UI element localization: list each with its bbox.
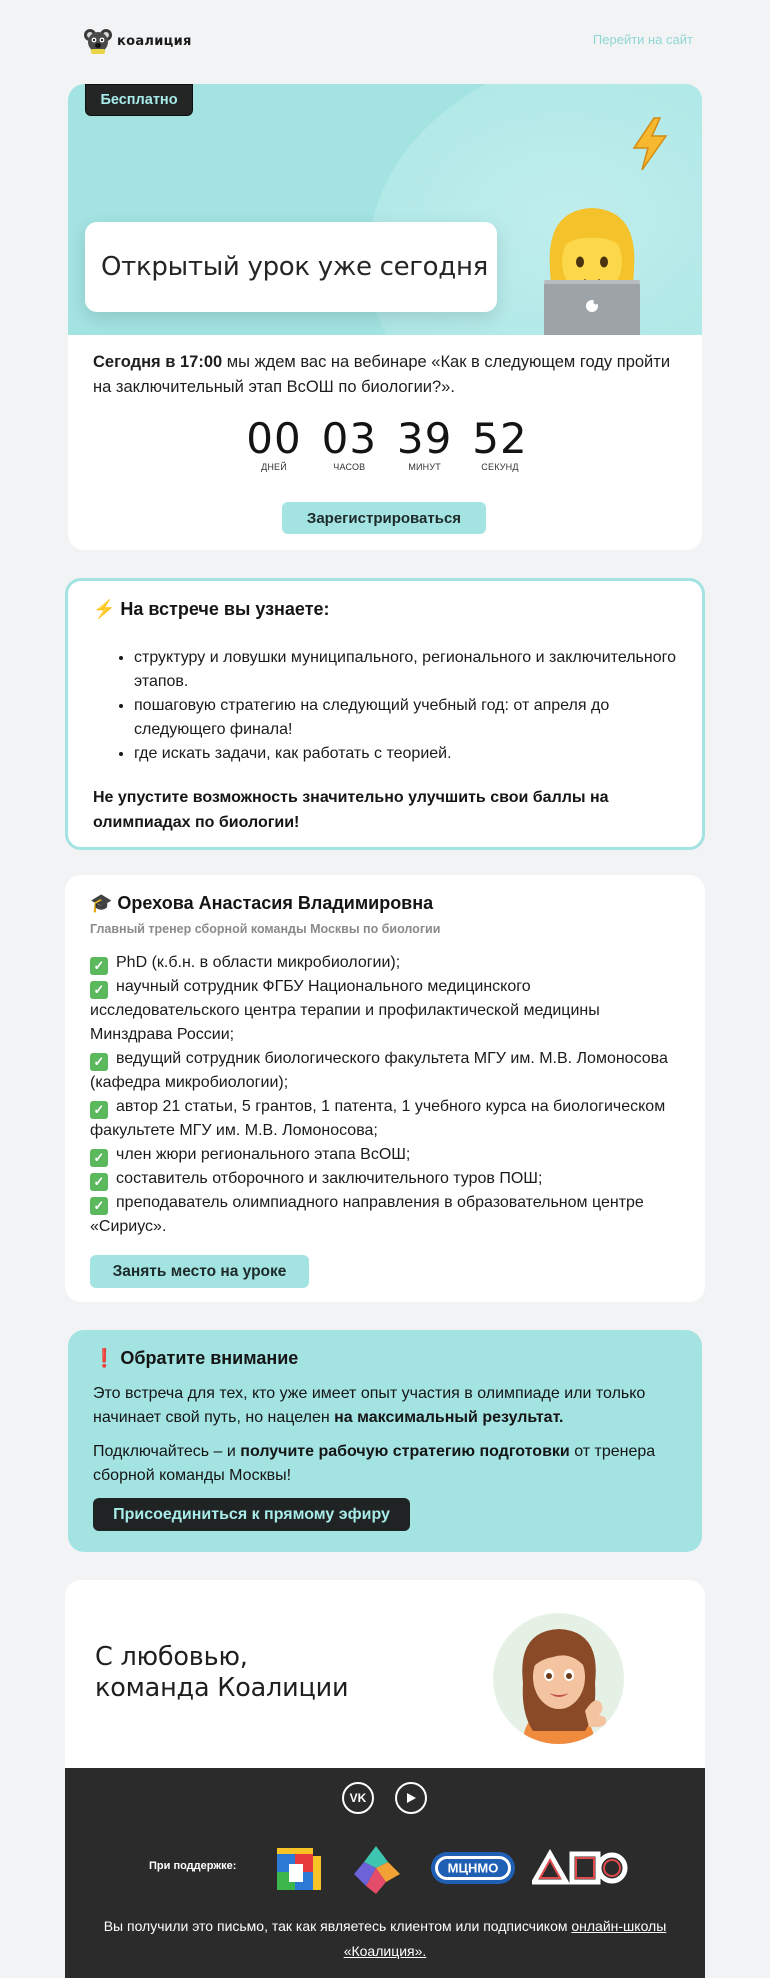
email-header (83, 22, 693, 62)
teacher-name: 🎓 Орехова Анастасия Владимировна (90, 893, 434, 913)
countdown-label: СЕКУНД (481, 462, 519, 472)
mcnmo-logo-text: МЦНМО (447, 1860, 499, 1876)
attention-text: Это встреча для тех, кто уже имеет опыт участия в олимпиаде или только начинает свой путь, но нацелен (93, 1385, 646, 1426)
signoff-line: команда Коалиции (95, 1673, 349, 1703)
credential-text: автор 21 статьи, 5 грантов, 1 патента, 1 учебного курса на биологическом факультете МГУ им. М.В. Ломоносова; (90, 1098, 666, 1139)
footer (65, 1768, 705, 1978)
checkmark-icon: ✓ (90, 1053, 108, 1071)
support-label: При поддержке: (149, 1860, 237, 1872)
countdown-days (242, 416, 306, 472)
credential-text: научный сотрудник ФГБУ Национального медицинского исследовательского центра терапии и профилактической медицины Минздрава России; (90, 978, 600, 1043)
signoff-card (65, 1580, 705, 1768)
countdown-value: 03 (321, 414, 378, 463)
countdown-value: 39 (396, 414, 453, 463)
lightning-icon (628, 116, 672, 177)
free-badge: Бесплатно (85, 84, 193, 116)
list-item (90, 1095, 680, 1143)
star-logo-icon[interactable] (348, 1842, 404, 1903)
logo-text: коалиция (117, 33, 192, 49)
countdown-hours (317, 416, 381, 472)
logo[interactable] (83, 24, 192, 58)
unsubscribe-notice (95, 1914, 675, 1964)
list-item (90, 1047, 680, 1095)
teacher-subtitle: Главный тренер сборной команды Москвы по биологии (90, 922, 441, 936)
learn-card (65, 578, 705, 850)
countdown-label: МИНУТ (408, 462, 441, 472)
list-item: • пошаговую стратегию на следующий учебный год: от апреля до следующего финала! (134, 694, 688, 742)
dpo-logo[interactable] (532, 1846, 628, 1895)
attention-paragraph (93, 1440, 673, 1488)
webinar-description: мы ждем вас на вебинаре «Как в следующем году пройти на заключительный этап ВсОШ по биологии?». (93, 353, 671, 396)
list-item (90, 975, 680, 1047)
teacher-card (65, 875, 705, 1302)
countdown-label: ЧАСОВ (333, 462, 366, 472)
attention-text: от тренера сборной команды Москвы! (93, 1443, 656, 1484)
girl-with-laptop-icon (532, 196, 652, 335)
avatar (493, 1613, 624, 1744)
list-item (90, 951, 680, 975)
join-live-button[interactable]: Присоединиться к прямому эфиру (93, 1498, 410, 1531)
checkmark-icon: ✓ (90, 957, 108, 975)
credential-text: преподаватель олимпиадного направления в образовательном центре «Сириус». (90, 1194, 644, 1235)
checkmark-icon: ✓ (90, 981, 108, 999)
checkmark-icon: ✓ (90, 1197, 108, 1215)
signoff-text (95, 1642, 348, 1704)
signoff-line: С любовью, (95, 1642, 248, 1672)
countdown-value: 52 (472, 414, 528, 463)
learn-note: Не упустите возможность значительно улучшить свои баллы на олимпиадах по биологии! (93, 789, 609, 831)
credentials-list (90, 951, 680, 1239)
reserve-seat-button[interactable]: Занять место на уроке (90, 1255, 309, 1288)
school-link[interactable]: онлайн-школы «Коалиция». (343, 1918, 667, 1959)
countdown-timer (242, 416, 532, 472)
mcnmo-logo[interactable] (429, 1846, 517, 1895)
youtube-icon[interactable] (395, 1782, 427, 1814)
list-item (90, 1191, 680, 1239)
hero-title: Открытый урок уже сегодня (101, 252, 488, 282)
notice-text: Вы получили это письмо, так как являетесь клиентом или подписчиком (103, 1918, 572, 1934)
credential-text: ведущий сотрудник биологического факультета МГУ им. М.В. Ломоносова (кафедра микробиологии); (90, 1050, 668, 1091)
countdown-minutes (393, 416, 457, 472)
list-item (90, 1143, 680, 1167)
go-to-site-link[interactable]: Перейти на сайт (592, 32, 693, 47)
countdown-value: 00 (246, 414, 302, 463)
credential-text: PhD (к.б.н. в области микробиологии); (116, 954, 401, 971)
koala-logo-icon (83, 26, 113, 56)
vk-icon[interactable]: VK (342, 1782, 374, 1814)
countdown-seconds (468, 416, 532, 472)
attention-text: Подключайтесь – и (93, 1443, 241, 1460)
credential-text: составитель отборочного и заключительного туров ПОШ; (116, 1170, 543, 1187)
list-item: • структуру и ловушки муниципального, регионального и заключительного этапов. (134, 646, 688, 694)
attention-emphasis: получите рабочую стратегию подготовки (240, 1443, 570, 1460)
checkmark-icon: ✓ (90, 1173, 108, 1191)
hero-card (68, 84, 702, 550)
attention-card (68, 1330, 702, 1552)
register-button[interactable]: Зарегистрироваться (282, 502, 486, 534)
list-item (90, 1167, 680, 1191)
hero-title-box (85, 222, 497, 312)
checkmark-icon: ✓ (90, 1149, 108, 1167)
hero-banner (68, 84, 702, 335)
attention-paragraph (93, 1382, 673, 1430)
countdown-label: ДНЕЙ (261, 462, 287, 472)
learn-list (108, 646, 688, 766)
webinar-time: Сегодня в 17:00 (93, 353, 223, 371)
checkmark-icon: ✓ (90, 1101, 108, 1119)
cube-logo-icon[interactable] (271, 1842, 327, 1903)
list-item: • где искать задачи, как работать с теорией. (134, 742, 688, 766)
credential-text: член жюри регионального этапа ВсОШ; (116, 1146, 411, 1163)
attention-heading: ❗ Обратите внимание (93, 1348, 299, 1368)
webinar-intro (93, 350, 683, 400)
learn-heading: ⚡ На встрече вы узнаете: (93, 599, 330, 619)
attention-emphasis: на максимальный результат. (334, 1409, 564, 1426)
